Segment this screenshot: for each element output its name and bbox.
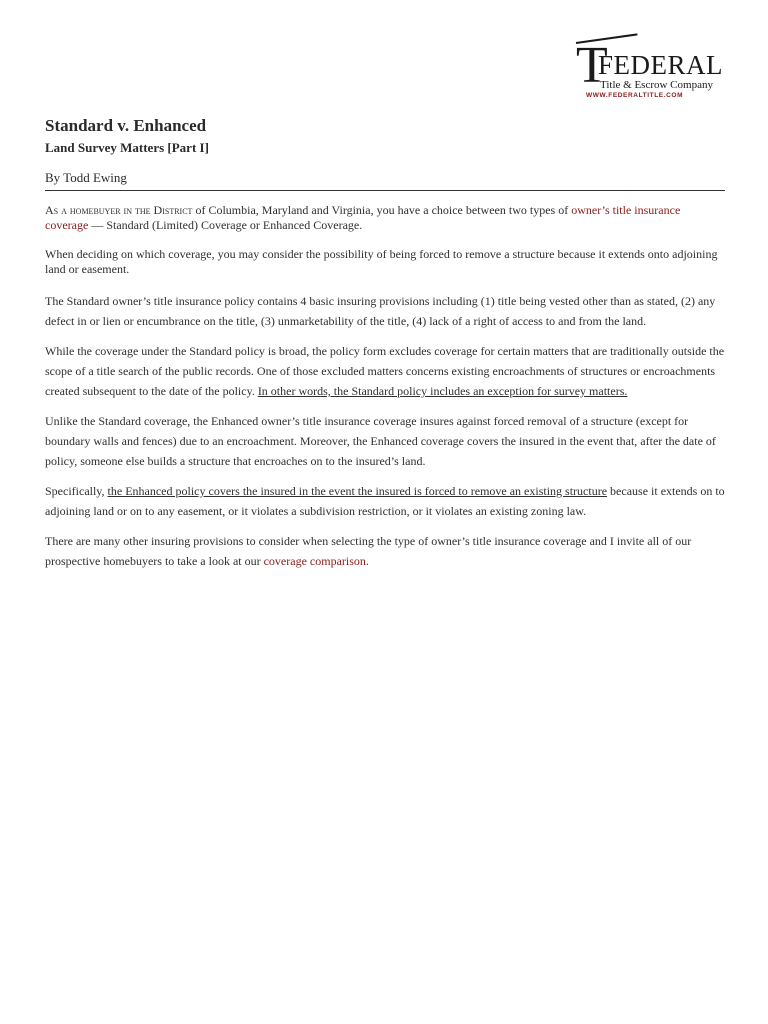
federal-title-logo xyxy=(572,37,728,104)
intro-text-b: — Standard (Limited) Coverage or Enhanced Coverage. xyxy=(88,218,363,232)
paragraph-standard-provisions: The Standard owner’s title insurance policy contains 4 basic insuring provisions including (1) title being vested other than as stated, (2) any defect in or lien or encumbrance on the title, (3) unmarketability of the title, (4) lack of a right of access to and from the land. xyxy=(45,294,716,328)
survey-exception-text: In other words, the Standard policy includes an exception for survey matters. xyxy=(257,384,628,398)
intro-lead: As a homebuyer in the District xyxy=(45,203,193,217)
enhanced-removal-text: the Enhanced policy covers the insured in the event the insured is forced to remove an existing structure xyxy=(107,484,608,498)
invitation-text: There are many other insuring provisions to consider when selecting the type of owner’s title insurance coverage and I invite all of our prospective homebuyers to take a look at our xyxy=(45,534,692,568)
logo-name: FEDERAL xyxy=(598,50,723,80)
byline: By Todd Ewing xyxy=(45,170,127,185)
paragraph-standard-exclusions xyxy=(45,341,725,401)
specifics-lead: Specifically, xyxy=(45,484,108,498)
paragraph-intro xyxy=(45,203,725,233)
paragraph-enhanced-coverage: Unlike the Standard coverage, the Enhanced owner’s title insurance coverage insures against forced removal of a structure (except for boundary walls and fences) due to an encroachment. Moreover, the Enhanced coverage covers the insured in the event that, after the date of policy, someone else builds a structure that encroaches on to the insured’s land. xyxy=(45,414,716,468)
logo-url: WWW.FEDERALTITLE.COM xyxy=(586,92,684,99)
page-title: Standard v. Enhanced xyxy=(45,116,207,135)
page-subtitle: Land Survey Matters [Part I] xyxy=(45,140,209,155)
paragraph-enhanced-specifics xyxy=(45,481,725,521)
intro-text-a: of Columbia, Maryland and Virginia, you have a choice between two types of xyxy=(192,203,572,217)
logo-tagline: Title & Escrow Company xyxy=(600,79,713,91)
paragraph-invitation xyxy=(45,531,725,571)
paragraph-coverage-decision: When deciding on which coverage, you may consider the possibility of being forced to remove a structure because it extends onto adjoining land or easement. xyxy=(45,247,718,276)
coverage-comparison-link[interactable]: coverage comparison xyxy=(263,554,366,568)
owners-title-insurance-link[interactable]: owner’s title insurance coverage xyxy=(45,203,681,232)
header-divider xyxy=(45,190,725,191)
logo-letter: T xyxy=(576,37,608,94)
article-body xyxy=(45,203,725,581)
specifics-text: because it extends on to adjoining land or on to any easement, or it violates a subdivision restriction, or it violates an existing zoning law. xyxy=(45,484,725,518)
invitation-end: . xyxy=(365,554,369,568)
exclusions-text: While the coverage under the Standard policy is broad, the policy form excludes coverage for certain matters that are traditionally outside the scope of a title search of the public records. One of those excluded matters concerns existing encroachments of structures or encroachments created subsequent to the date of the policy. xyxy=(45,344,725,398)
